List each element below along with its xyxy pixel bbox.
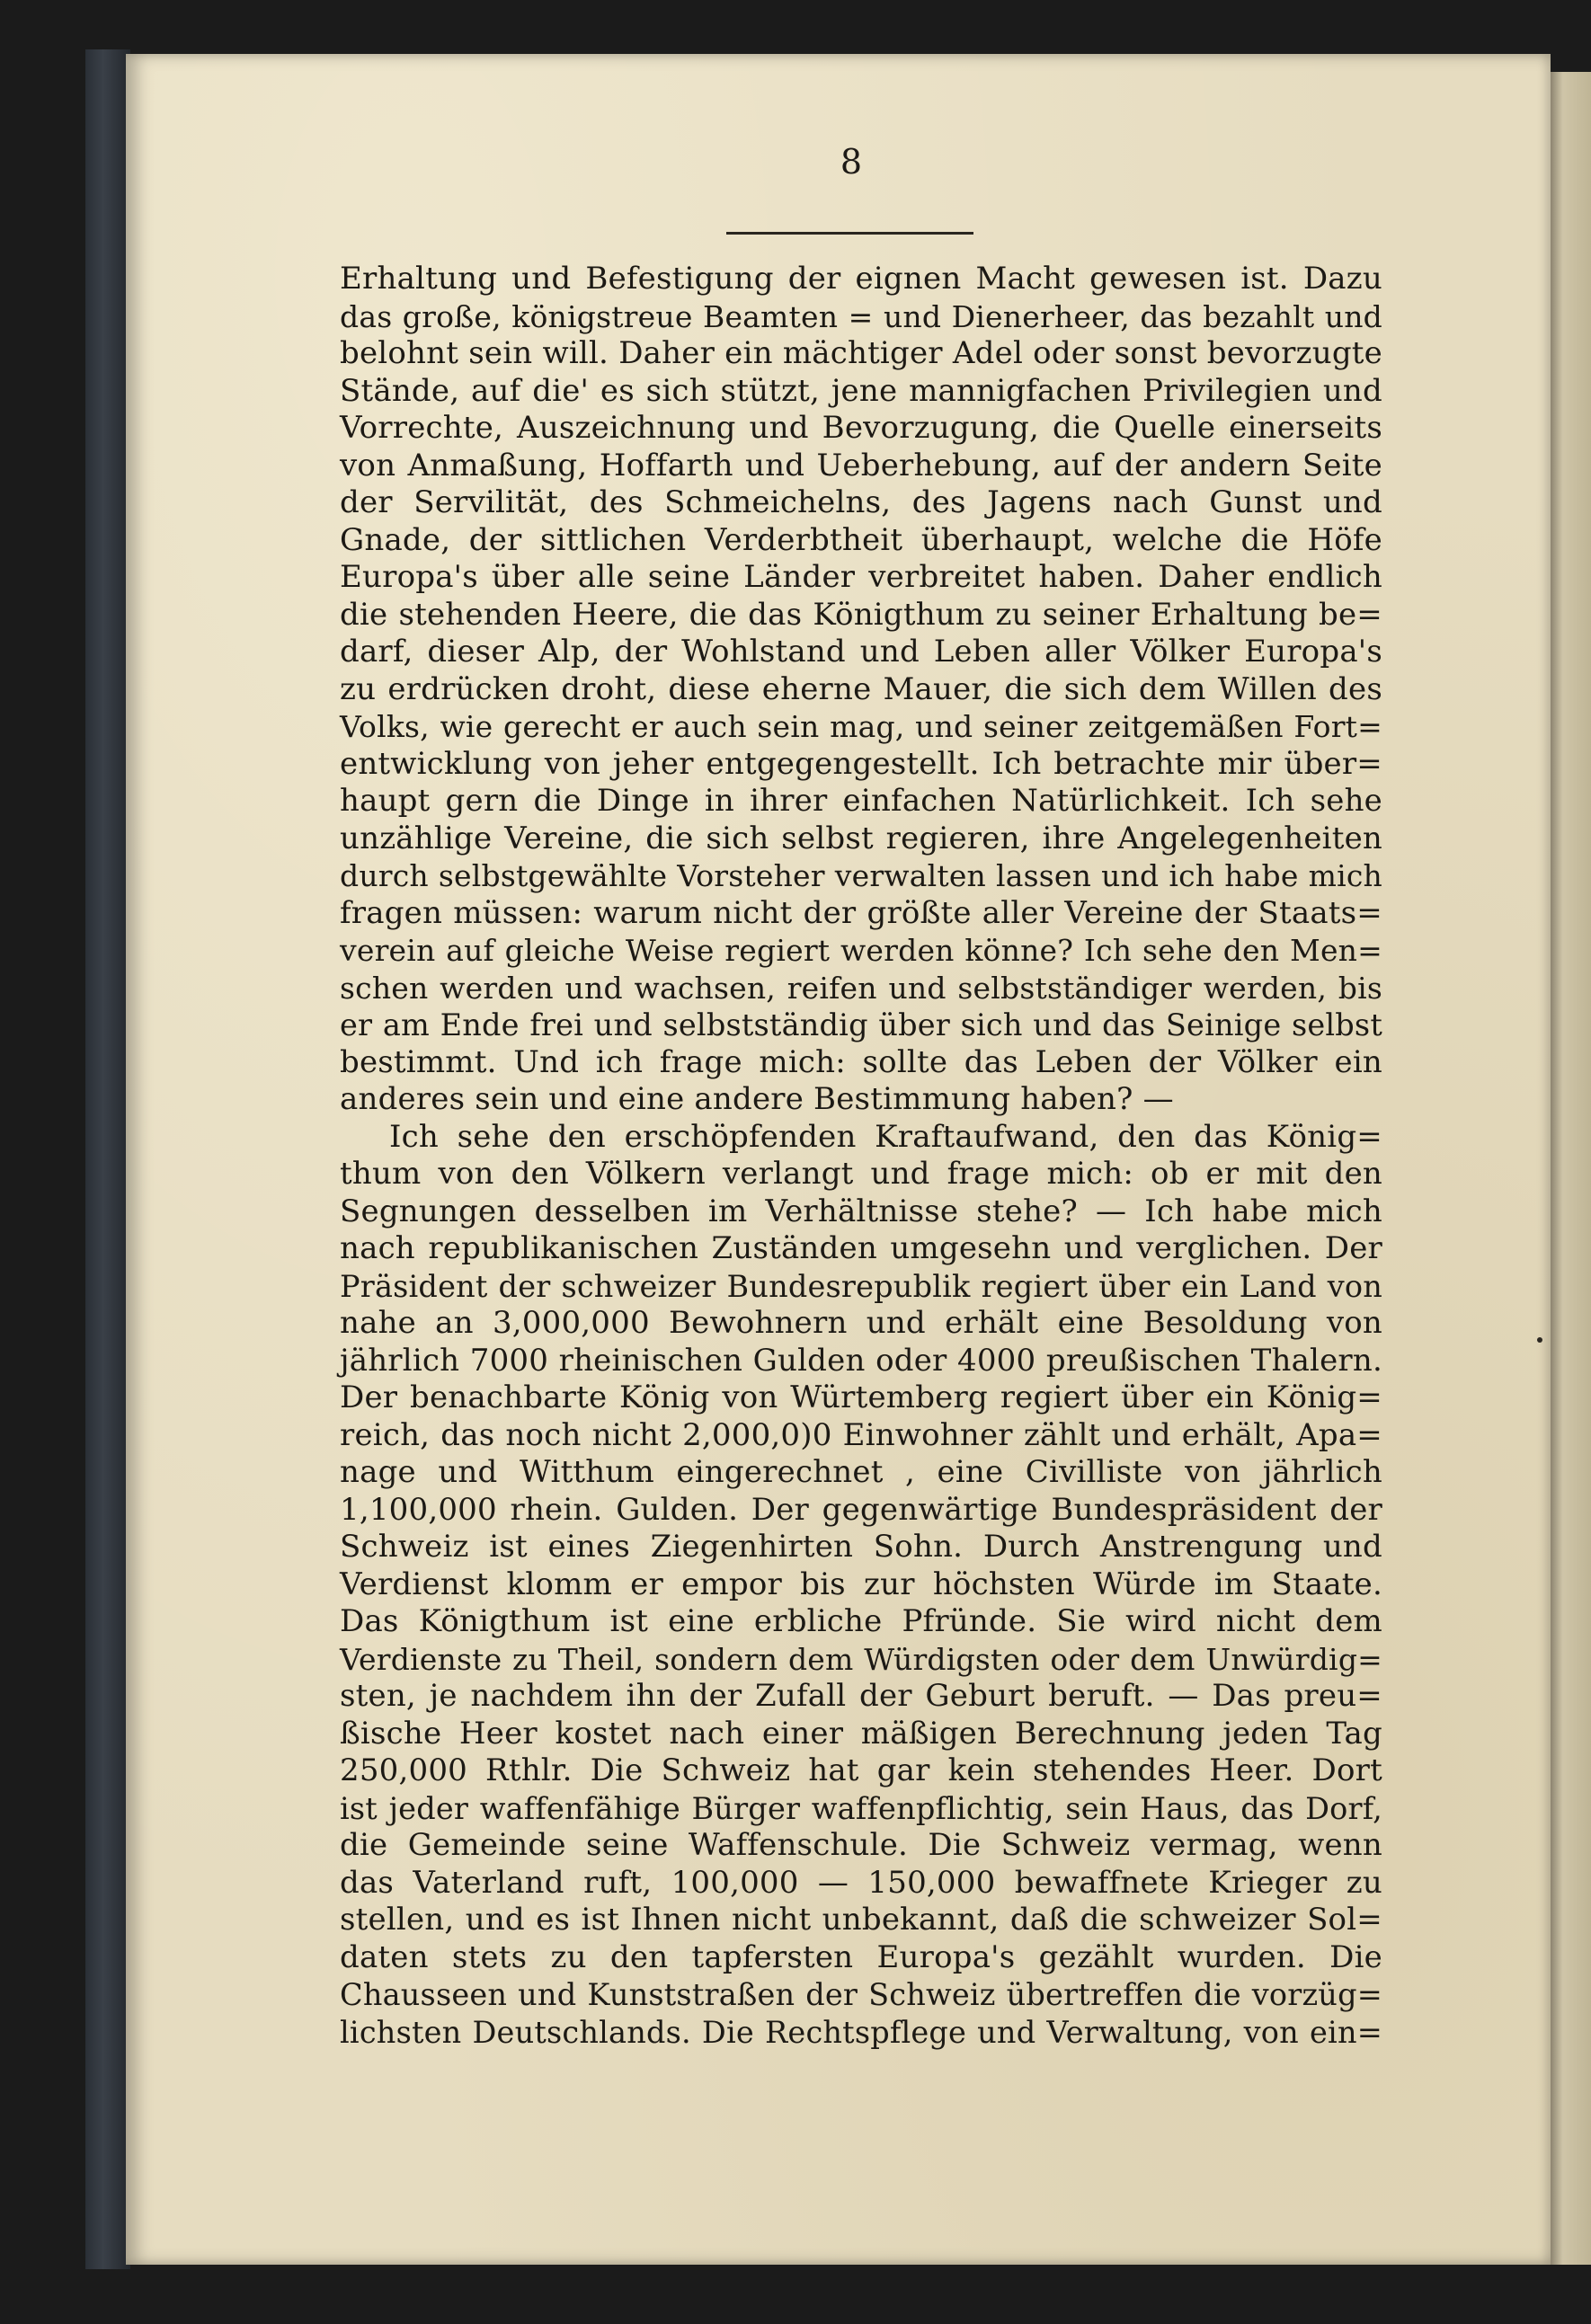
- text-line: ist jeder waffenfähige Bürger waffenpflichtig, sein Haus, das Dorf,: [340, 1790, 1382, 1826]
- text-line: sten, je nachdem ihn der Zufall der Geburt beruft. — Das preu=: [340, 1678, 1382, 1714]
- text-line: daten stets zu den tapfersten Europa's gezählt wurden. Die: [340, 1938, 1382, 1975]
- text-line: Präsident der schweizer Bundesrepublik regiert über ein Land von: [340, 1268, 1382, 1304]
- text-line: reich, das noch nicht 2,000,0)0 Einwohner zählt und erhält, Apa=: [340, 1416, 1382, 1453]
- text-line: zu erdrücken droht, diese eherne Mauer, die sich dem Willen des: [340, 670, 1382, 707]
- text-line: 250,000 Rthlr. Die Schweiz hat gar kein stehendes Heer. Dort: [340, 1752, 1382, 1788]
- text-line: die stehenden Heere, die das Königthum zu seiner Erhaltung be=: [340, 596, 1382, 633]
- text-line: er am Ende frei und selbstständig über sich und das Seinige selbst: [340, 1007, 1382, 1042]
- text-line: Chausseen und Kunststraßen der Schweiz übertreffen die vorzüg=: [340, 1977, 1382, 2012]
- text-line: von Anmaßung, Hoffarth und Ueberhebung, auf der andern Seite: [340, 447, 1382, 483]
- text-line: Stände, auf die' es sich stützt, jene mannigfachen Privilegien und: [340, 372, 1382, 409]
- text-line: der Servilität, des Schmeichelns, des Jagens nach Gunst und: [340, 484, 1382, 520]
- text-line: durch selbstgewählte Vorsteher verwalten lassen und ich habe mich: [340, 858, 1382, 893]
- text-line: stellen, und es ist Ihnen nicht unbekannt, daß die schweizer Sol=: [340, 1902, 1382, 1938]
- body-text: [340, 261, 1382, 2051]
- text-line: entwicklung von jeher entgegengestellt. Ich betrachte mir über=: [340, 745, 1382, 782]
- text-line: Gnade, der sittlichen Verderbtheit überhaupt, welche die Höfe: [340, 521, 1382, 558]
- text-line: bestimmt. Und ich frage mich: sollte das Leben der Völker ein: [340, 1043, 1382, 1080]
- text-line: die Gemeinde seine Waffenschule. Die Schweiz vermag, wenn: [340, 1827, 1382, 1863]
- text-line: ßische Heer kostet nach einer mäßigen Berechnung jeden Tag: [340, 1715, 1382, 1752]
- text-line: darf, dieser Alp, der Wohlstand und Leben aller Völker Europa's: [340, 634, 1382, 670]
- text-line: jährlich 7000 rheinischen Gulden oder 4000 preußischen Thalern.: [340, 1342, 1382, 1379]
- text-line: Vorrechte, Auszeichnung und Bevorzugung, die Quelle einerseits: [340, 410, 1382, 446]
- text-line: unzählige Vereine, die sich selbst regieren, ihre Angelegenheiten: [340, 820, 1382, 856]
- text-line: Erhaltung und Befestigung der eignen Macht gewesen ist. Dazu: [340, 261, 1382, 297]
- text-line: nach republikanischen Zuständen umgesehn und verglichen. Der: [340, 1230, 1382, 1266]
- next-page-edge: [1551, 72, 1591, 2265]
- page-number-container: [0, 142, 1591, 182]
- text-line: Europa's über alle seine Länder verbreitet haben. Daher endlich: [340, 559, 1382, 595]
- text-line: Schweiz ist eines Ziegenhirten Sohn. Durch Anstrengung und: [340, 1529, 1382, 1565]
- text-line: Verdienste zu Theil, sondern dem Würdigsten oder dem Unwürdig=: [340, 1641, 1382, 1677]
- text-line: Das Königthum ist eine erbliche Pfründe. Sie wird nicht dem: [340, 1603, 1382, 1639]
- text-line: haupt gern die Dinge in ihrer einfachen Natürlichkeit. Ich sehe: [340, 783, 1382, 819]
- book-spine: [85, 49, 130, 2269]
- header-rule: [726, 232, 973, 235]
- text-line: nage und Witthum eingerechnet , eine Civilliste von jährlich: [340, 1454, 1382, 1490]
- text-line: Volks, wie gerecht er auch sein mag, und seiner zeitgemäßen Fort=: [340, 709, 1382, 744]
- text-line: Ich sehe den erschöpfenden Kraftaufwand, den das König=: [389, 1118, 1382, 1155]
- text-line: Segnungen desselben im Verhältnisse stehe? — Ich habe mich: [340, 1193, 1382, 1229]
- text-line: lichsten Deutschlands. Die Rechtspflege und Verwaltung, von ein=: [340, 2014, 1382, 2050]
- text-line: belohnt sein will. Daher ein mächtiger Adel oder sonst bevorzugte: [340, 335, 1382, 371]
- text-line: Verdienst klomm er empor bis zur höchsten Würde im Staate.: [340, 1566, 1382, 1602]
- text-line: fragen müssen: warum nicht der größte aller Vereine der Staats=: [340, 894, 1382, 931]
- text-line: das große, königstreue Beamten = und Dienerheer, das bezahlt und: [340, 298, 1382, 334]
- text-line: anderes sein und eine andere Bestimmung haben? —: [340, 1081, 1174, 1117]
- text-line: thum von den Völkern verlangt und frage mich: ob er mit den: [340, 1156, 1382, 1192]
- text-line: das Vaterland ruft, 100,000 — 150,000 bewaffnete Krieger zu: [340, 1864, 1382, 1901]
- text-line: Der benachbarte König von Würtemberg regiert über ein König=: [340, 1379, 1382, 1415]
- text-line: verein auf gleiche Weise regiert werden könne? Ich sehe den Men=: [340, 933, 1382, 968]
- page-number: 8: [840, 142, 863, 182]
- text-line: 1,100,000 rhein. Gulden. Der gegenwärtige Bundespräsident der: [340, 1491, 1382, 1528]
- ink-fleck: [1537, 1337, 1542, 1343]
- text-line: schen werden und wachsen, reifen und selbstständiger werden, bis: [340, 970, 1382, 1006]
- text-line: nahe an 3,000,000 Bewohnern und erhält eine Besoldung von: [340, 1305, 1382, 1341]
